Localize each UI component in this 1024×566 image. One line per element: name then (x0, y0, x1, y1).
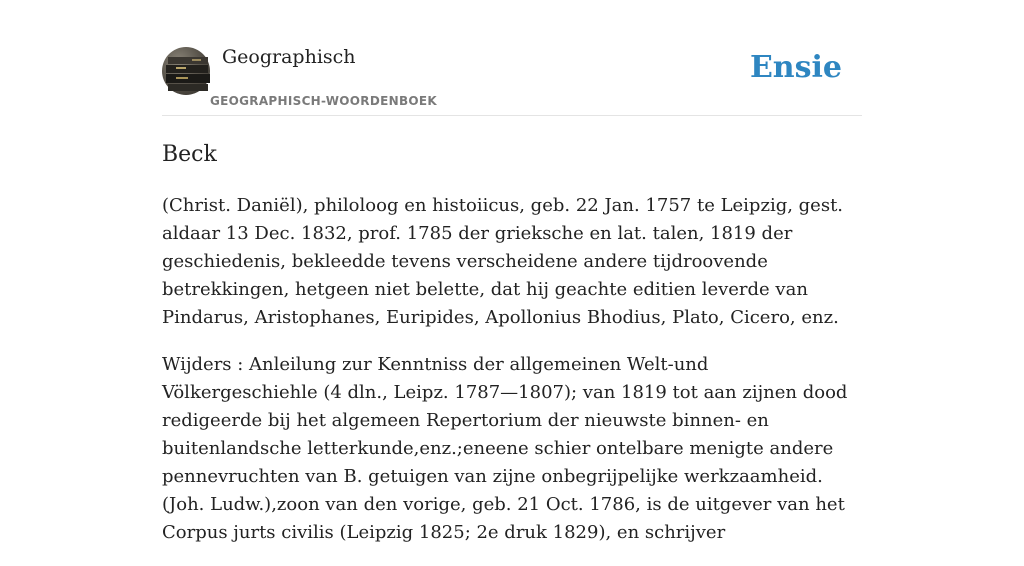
entry-title: Beck (162, 142, 217, 167)
site-subtitle[interactable]: GEOGRAPHISCH-WOORDENBOEK (210, 94, 437, 108)
article-paragraph: Wijders : Anleilung zur Kenntniss der allgemeinen Welt-und Völkergeschiehle (4 dln., Leipz. 1787—1807); van 1819 tot aan zijnen dood redigeerde bij het algemeen Repertorium der nieuwste binnen- en buitenlandsche letterkunde,enz.;eneene schier ontelbare menigte andere pennevruchten van B. getuigen van zijne onbegrijpelijke werkzaamheid.(Joh. Ludw.),zoon van den vorige, geb. 21 Oct. 1786, is de uitgever van het Corpus jurts civilis (Leipzig 1825; 2e druk 1829), en schrijver (162, 354, 848, 543)
site-title[interactable]: Geographisch (222, 46, 356, 68)
dictionary-avatar[interactable] (162, 47, 210, 95)
brand-logo[interactable]: Ensie (749, 50, 842, 85)
article-paragraph: (Christ. Daniël), philoloog en histoiicus, geb. 22 Jan. 1757 te Leipzig, gest. aldaar 13 Dec. 1832, prof. 1785 der grieksche en lat. talen, 1819 der geschiedenis, bekleedde tevens verscheidene andere tijdroovende betrekkingen, hetgeen niet belette, dat hij geachte editien leverde van Pindarus, Aristophanes, Euripides, Apollonius Bhodius, Plato, Cicero, enz. (162, 195, 844, 328)
books-image (162, 47, 210, 95)
header (162, 0, 862, 116)
article (162, 140, 862, 566)
